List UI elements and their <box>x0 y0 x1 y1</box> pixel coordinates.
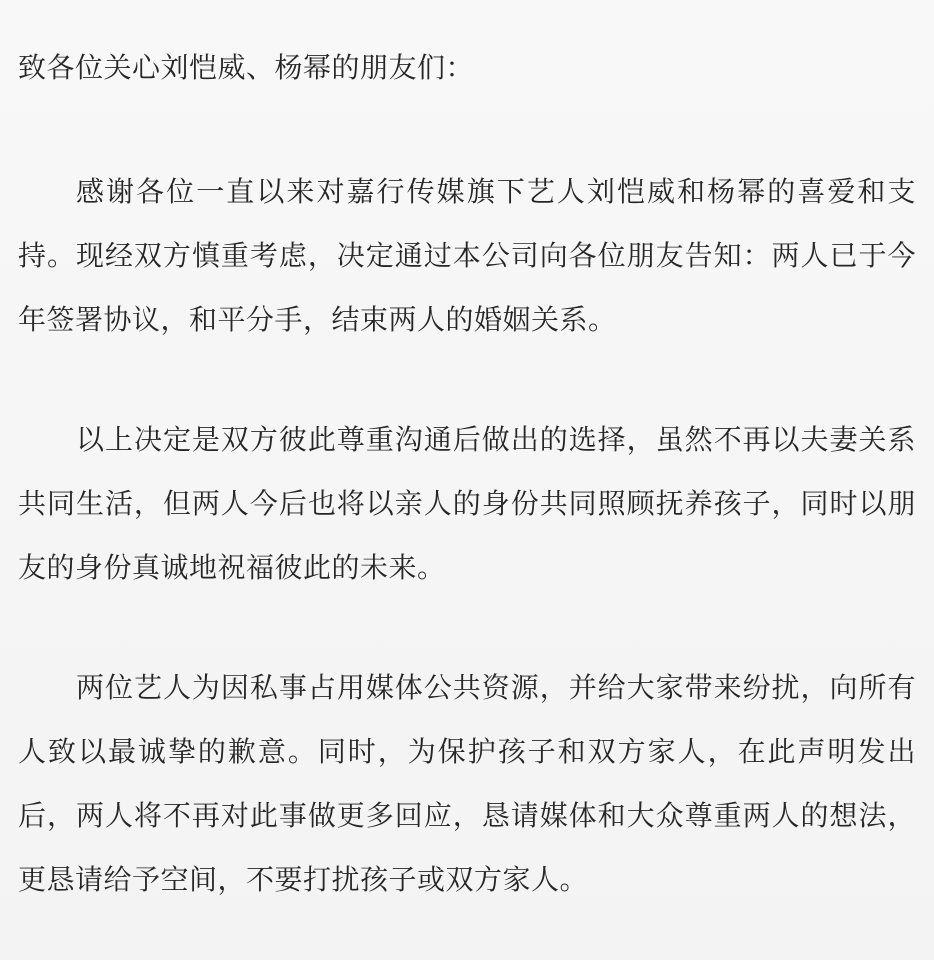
letter-greeting: 致各位关心刘恺威、杨幂的朋友们： <box>18 51 475 84</box>
letter-paragraph-thanks: 感谢各位一直以来对嘉行传媒旗下艺人刘恺威和杨幂的喜爱和支持。现经双方慎重考虑，决定通过本公司向各位朋友告知：两人已于今年签署协议，和平分手，结束两人的婚姻关系。 <box>18 175 916 336</box>
letter-paragraph-apology: 两位艺人为因私事占用媒体公共资源，并给大家带来纷扰，向所有人致以最诚挚的歉意。同时，为保护孩子和双方家人，在此声明发出后，两人将不再对此事做更多回应，恳请媒体和大众尊重两人的想法，更恳请给予空间，不要打扰孩子或双方家人。 <box>18 671 916 896</box>
letter-paragraph-decision: 以上决定是双方彼此尊重沟通后做出的选择，虽然不再以夫妻关系共同生活，但两人今后也将以亲人的身份共同照顾抚养孩子，同时以朋友的身份真诚地祝福彼此的未来。 <box>18 423 916 584</box>
